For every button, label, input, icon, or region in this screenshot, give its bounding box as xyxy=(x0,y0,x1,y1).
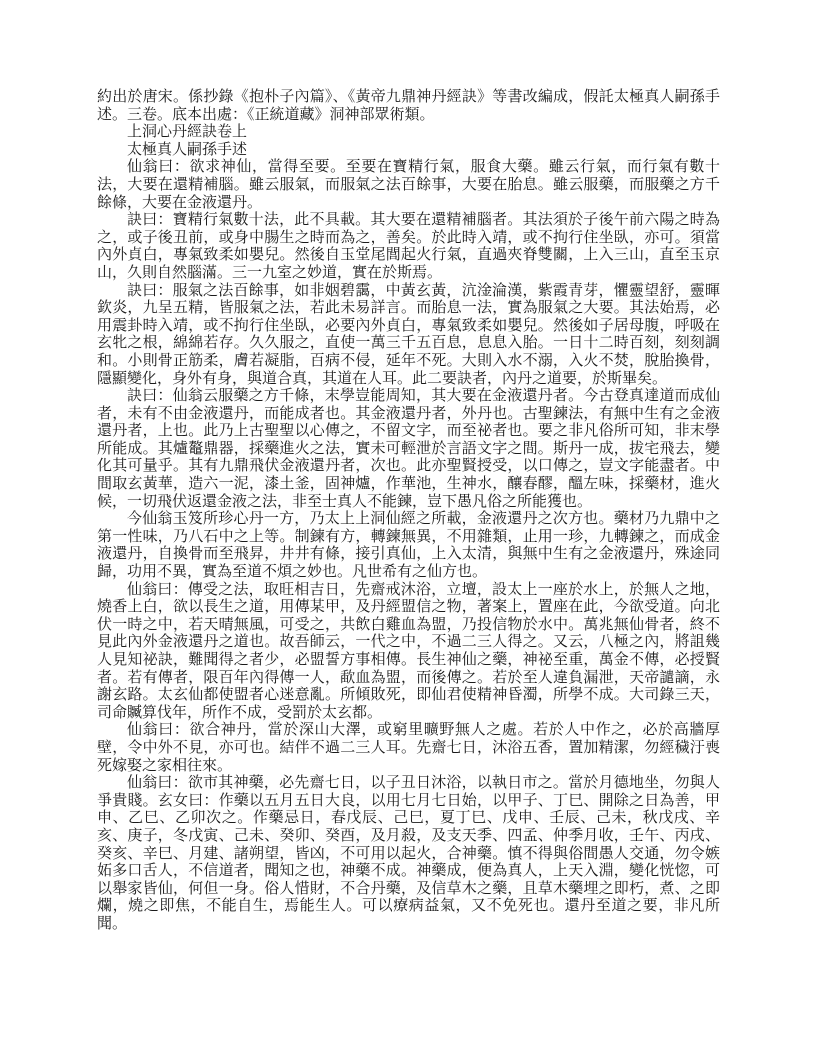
intro-continuation-paragraph: 約出於唐宋。係抄錄《抱朴子內篇》、《黃帝九鼎神丹經訣》等書改編成，假託太極真人嗣孫手述。三卷。底本出處：《正統道藏》洞神部眾術類。 xyxy=(97,89,720,123)
document-text-block xyxy=(97,89,720,934)
paragraph: 仙翁曰：欲求神仙，當得至要。至要在寶精行氣，服食大藥。雖云行氣，而行氣有數十法，大要在還精補腦。雖云服氣，而服氣之法百餘事，大要在胎息。雖云服藥，而服藥之方千餘條，大要在金液還丹。 xyxy=(97,159,720,211)
author-attribution: 太極真人嗣孫手述 xyxy=(127,141,248,158)
paragraph: 訣曰：寶精行氣數十法，此不具載。其大要在還精補腦者。其法須於子後午前六陽之時為之，或子後丑前，或身中腸生之時而為之，善矣。於此時入靖，或不拘行住坐臥，亦可。須當內外貞白，專氣致柔如嬰兒。然後自玉堂尾閭起火行氣，直過夾脊雙關，上入三山，直至玉京山，久則自然腦滿。三一九室之妙道，實在於斯焉。 xyxy=(97,212,720,281)
paragraph: 仙翁曰：傳受之法，取旺相吉日，先齋戒沐浴，立壇，設太上一座於水上，於無人之地，燒香上白，欲以長生之道，用傳某甲，及丹經盟信之物，著案上，置座在此，今欲受道。向北伏一時之中，若天晴無風，可受之，共飲白雞血為盟，乃投信物於水中。萬兆無仙骨者，終不見此內外金液還丹之道也。故吾師云，一代之中，不過二三人得之。又云，八極之內，將詛幾人見知祕訣，難聞得之者少，必盟誓方事相傳。長生神仙之藥，神祕至重，萬金不傳，必授賢者。若有傳者，限百年內得傳一人，歃血為盟，而後傳之。若於至人違負漏泄，天帝譴謫，永謝玄路。太玄仙都使盟者心迷意亂。所傾敗死，即仙君使精神昏濁，所學不成。大司錄三天，司命贓算伐年，所作不成，受罰於太玄都。 xyxy=(97,581,720,721)
paragraph: 今仙翁玉笈所珍心丹一方，乃太上上洞仙經之所載，金液還丹之次方也。藥材乃九鼎中之第一性味，乃八石中之上等。制鍊有方，轉鍊無異，不用雜類，止用一珍，九轉鍊之，而成金液還丹，自換骨而至飛昇，井井有條，接引真仙，上入太清，與無中生有之金液還丹，殊途同歸，功用不異，實為至道不煩之妙也。凡世希有之仙方也。 xyxy=(97,511,720,581)
paragraph: 仙翁曰：欲市其神藥，必先齋七日，以子丑日沐浴，以執日市之。當於月德地坐，勿與人爭貴賤。玄女曰：作藥以五月五日大良，以用七月七日始，以甲子、丁巳、開除之日為善，甲申、乙巳、乙卯次之。作藥忌日，春戊辰、己巳，夏丁巳、戊申、壬辰、己未，秋戊戌、辛亥、庚子，冬戊寅、己未、癸卯、癸酉，及月殺，及支天季、四孟、仲季月收，壬午、丙戌、癸亥、辛巳、月建、諸朔望，皆凶，不可用以起火，合神藥。慎不得與俗間愚人交通，勿令嫉妬多口舌人，不信道者，聞知之也，神藥不成。神藥成，便為真人，上天入淵，變化恍惚，可以舉家皆仙，何但一身。俗人惜財，不合丹藥，及信草木之藥，且草木藥埋之即朽，煮、之即爛，燒之即焦，不能自生，焉能生人。可以療病益氣，又不免死也。還丹至道之要，非凡所聞。 xyxy=(97,775,720,932)
chapter-title: 上洞心丹經訣卷上 xyxy=(127,124,248,141)
paragraph: 訣曰：服氣之法百餘事，如非姻碧靄，中黃玄黃，沆淦淪漢，紫霞青芽，懼靈望舒，靈暉欽炎，九呈五精，皆服氣之法，若此未易詳言。而胎息一法，實為服氣之大要。其法始焉，必用震卦時入靖，或不拘行住坐臥，必要內外貞白，專氣致柔如嬰兒。然後如子居母腹，呼吸在玄牝之根，綿綿若存。久久服之，直使一萬三千五百息，息息入胎。一日十二時百刻，刻刻調和。小則骨正筋柔，膚若凝脂，百病不侵，延年不死。大則入水不溺，入火不焚，脫胎換骨，隱顯變化，身外有身，與道合真，其道在人耳。此二要訣者，內丹之道要，於斯畢矣。 xyxy=(97,282,720,387)
paragraph: 仙翁曰：欲合神丹，當於深山大澤，或窮里曠野無人之處。若於人中作之，必於高牆厚壁，令中外不見，亦可也。結伴不過二三人耳。先齋七日，沐浴五香，置加精潔，勿經穢汙喪死嫁娶之家相往來。 xyxy=(97,722,720,774)
paragraph: 訣曰：仙翁云服藥之方千條，末學豈能周知，其大要在金液還丹者。今古登真達道而成仙者，未有不由金液還丹，而能成者也。其金液還丹者，外丹也。古聖鍊法，有無中生有之金液還丹者，上也。此乃上古聖聖以心傳之，不留文字，而至祕者也。要之非凡俗所可知，非末學所能成。其爐鼇鼎器，採藥進火之法，實未可輕泄於言語文字之間。斯丹一成，拔宅飛去，變化其可量乎。其有九鼎飛伏金液還丹者，次也。此亦聖賢授受，以口傳之，豈文字能盡者。中間取玄黃華，造六一泥，漆土釜，固神爐，作華池，生神水，釀春醪，醞左味，採藥材，進火候，一切飛伏返還金液之法，非至士真人不能鍊，豈下愚凡俗之所能獲也。 xyxy=(97,388,720,510)
